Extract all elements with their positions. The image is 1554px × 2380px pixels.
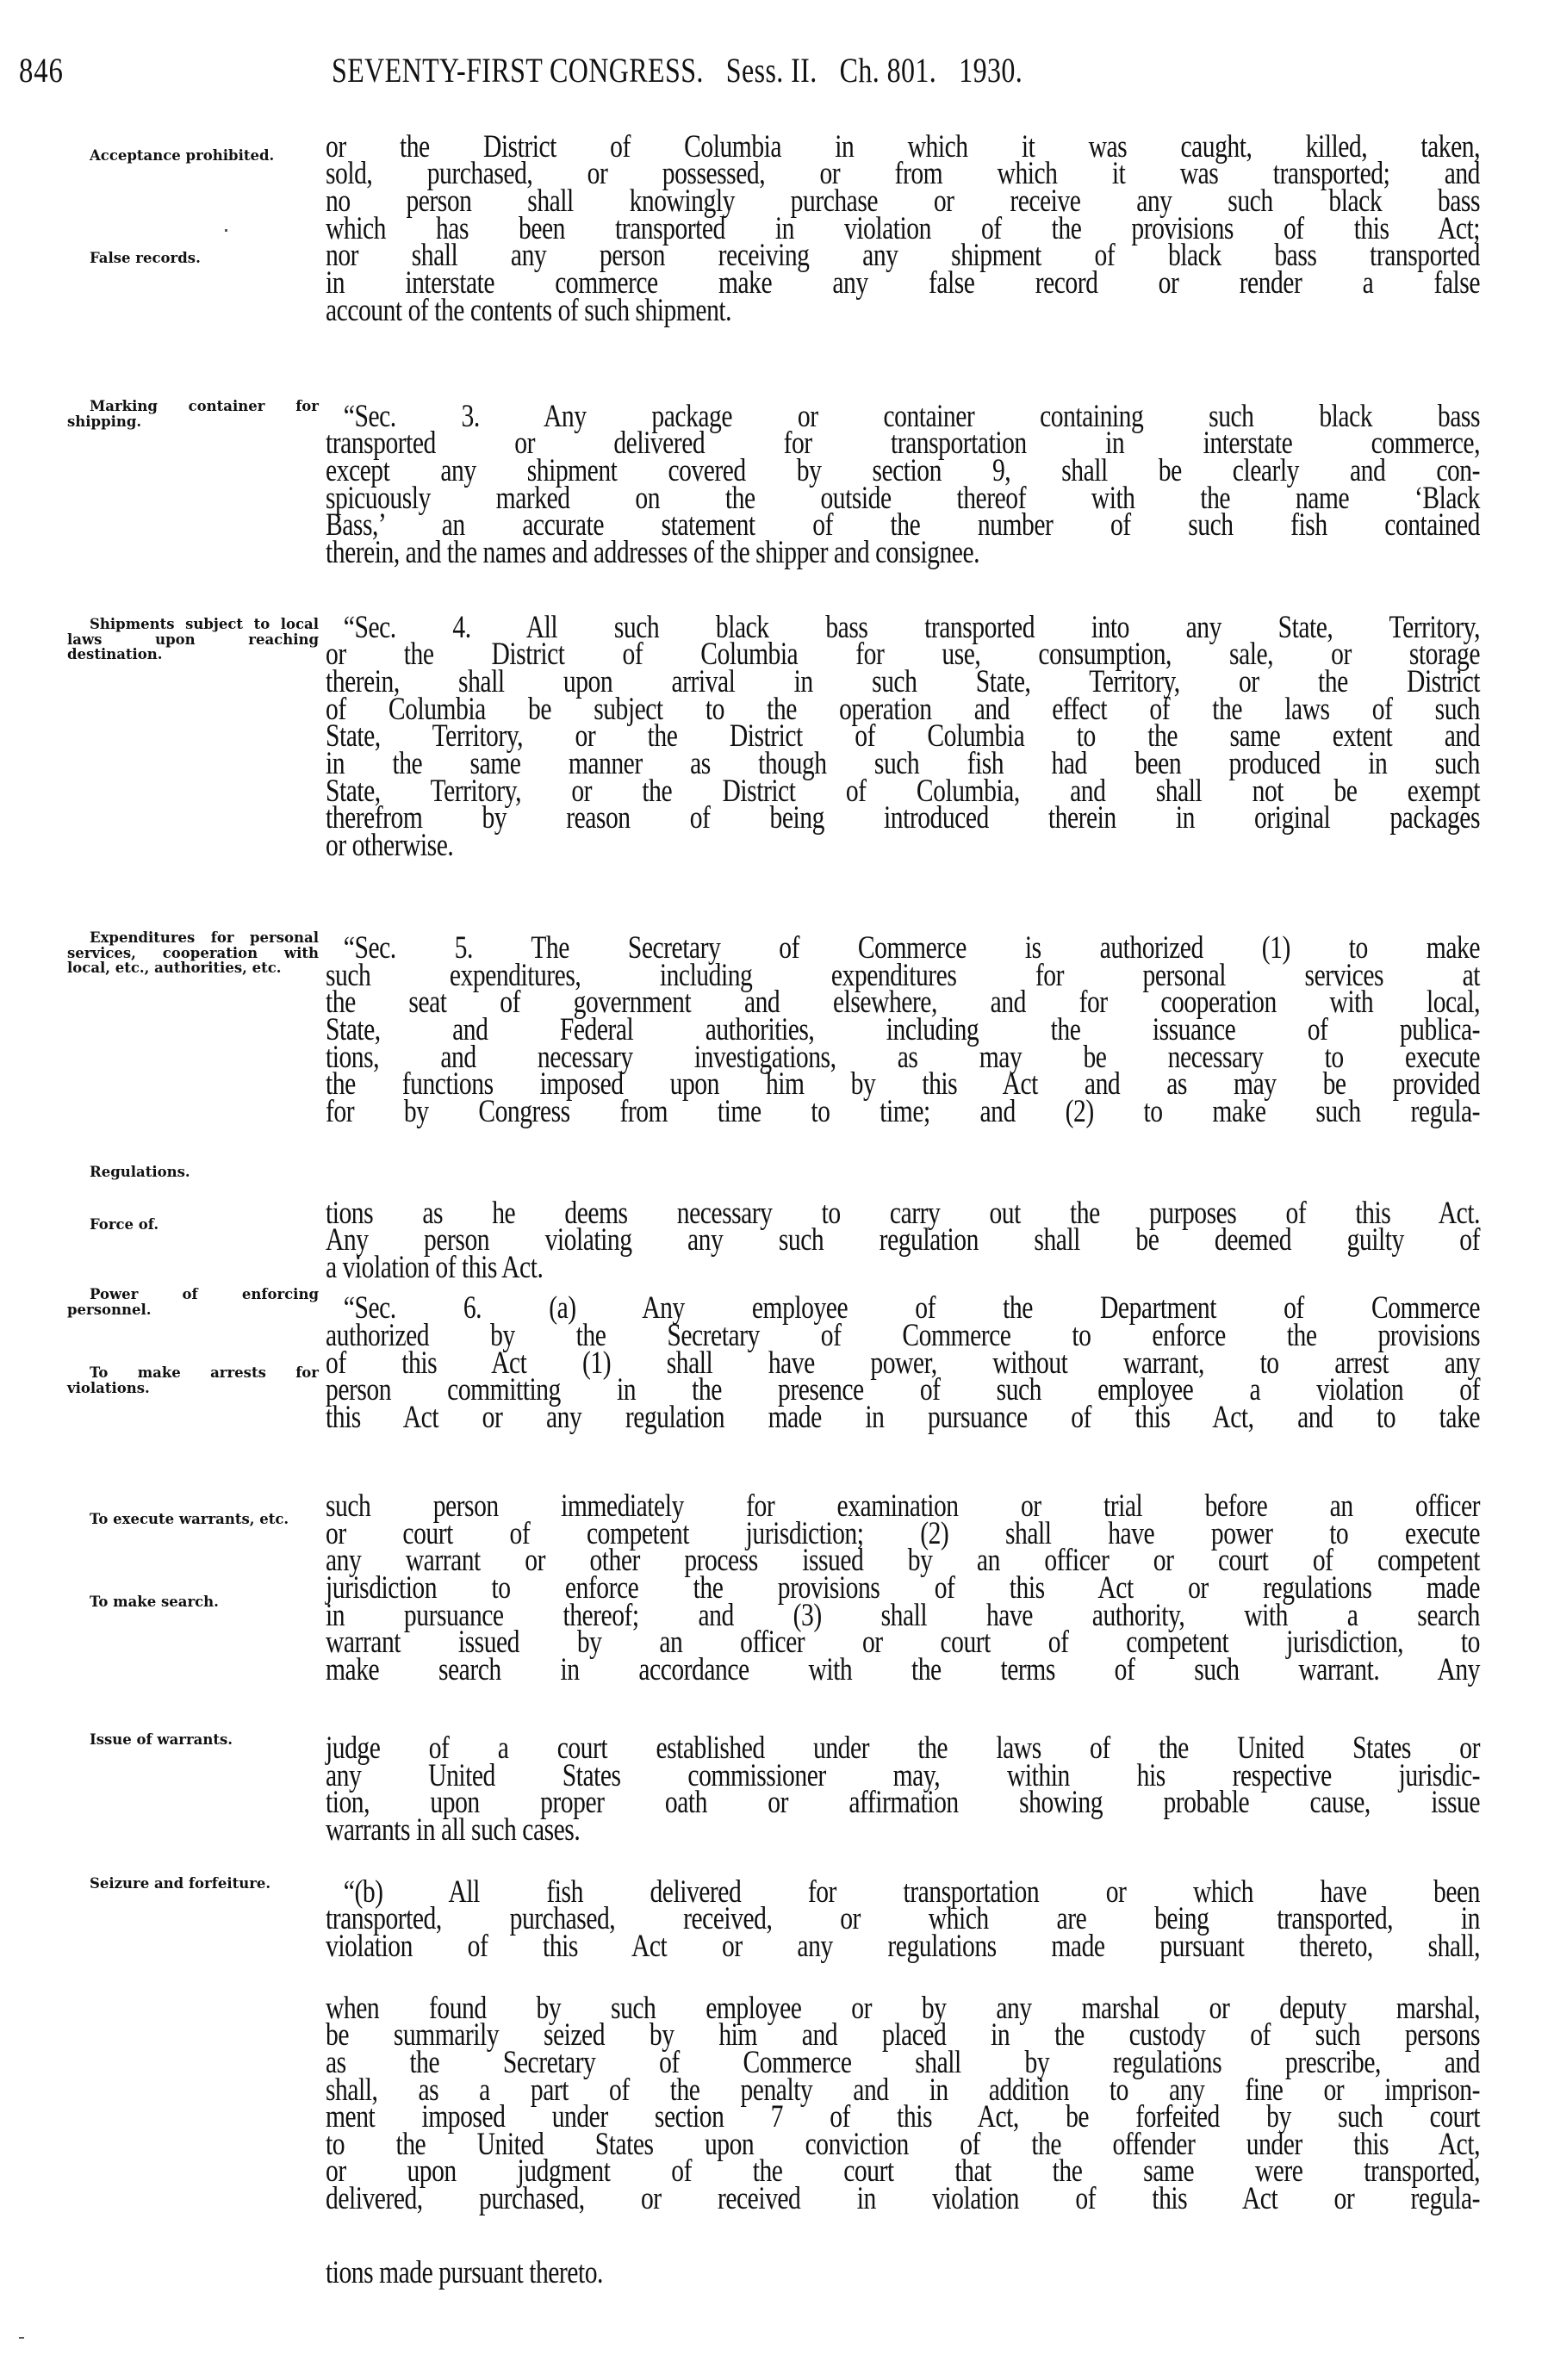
text-line: the functions imposed upon him by this Act and as may be provided <box>326 1066 1480 1102</box>
margin-note: Seizure and forfeiture. <box>90 1875 271 1892</box>
body-text-line <box>326 1400 1480 1435</box>
year: 1930. <box>959 51 1023 90</box>
body-text-line <box>326 535 1480 570</box>
text-line: for by Congress from time to time; and (2) to make such regula- <box>326 1094 1480 1129</box>
scan-speck <box>19 2337 24 2339</box>
text-line: warrant issued by an officer or court of competent jurisdiction, to <box>326 1625 1480 1660</box>
text-line: such person immediately for examination or trial before an officer <box>326 1488 1480 1524</box>
text-line: sold, purchased, or possessed, or from which it was transported; and <box>326 156 1480 191</box>
text-line: judge of a court established under the laws of the United States or <box>326 1731 1480 1766</box>
margin-note: Regulations. <box>90 1164 190 1180</box>
margin-note: Issue of warrants. <box>90 1731 233 1748</box>
body-text-line <box>326 1094 1480 1129</box>
body-text-line <box>326 293 1480 328</box>
margin-note: Acceptance prohibited. <box>90 147 275 164</box>
text-line: this Act or any regulation made in pursuance of this Act, and to take <box>326 1400 1480 1435</box>
body-text-line <box>326 1250 1480 1285</box>
text-line: transported or delivered for transportation in interstate commerce, <box>326 426 1480 461</box>
margin-note: To make arrests for violations. <box>67 1364 319 1396</box>
text-line: therein, shall upon arrival in such State, Territory, or the District <box>326 664 1480 699</box>
text-line: person committing in the presence of such employee a violation of <box>326 1372 1480 1407</box>
text-line: Bass,’ an accurate statement of the number of such fish contained <box>326 507 1480 543</box>
text-line: tions, and necessary investigations, as may be necessary to execute <box>326 1040 1480 1075</box>
text-line: which has been transported in violation of the provisions of this Act; <box>326 211 1480 246</box>
text-line: except any shipment covered by section 9, shall be clearly and con- <box>326 453 1480 488</box>
text-line: as the Secretary of Commerce shall by regulations prescribe, and <box>326 2045 1480 2080</box>
text-line: or the District of Columbia in which it was caught, killed, taken, <box>326 129 1480 165</box>
running-header <box>0 50 1554 93</box>
margin-note: False records. <box>90 250 201 266</box>
text-line: therefrom by reason of being introduced therein in original packages <box>326 800 1480 836</box>
margin-note: Shipments subject to local laws upon reaching destination. <box>67 616 319 662</box>
text-line: when found by such employee or by any marshal or deputy marshal, <box>326 1991 1480 2026</box>
session-label: Sess. <box>725 51 784 90</box>
text-line: tions as he deems necessary to carry out the purposes of this Act. <box>326 1196 1480 1231</box>
text-line: of this Act (1) shall have power, without warrant, to arrest any <box>326 1345 1480 1381</box>
text-line: violation of this Act or any regulations made pursuant thereto, shall, <box>326 1929 1480 1964</box>
text-line: tion, upon proper oath or affirmation showing probable cause, issue <box>326 1785 1480 1820</box>
text-line: authorized by the Secretary of Commerce to enforce the provisions <box>326 1318 1480 1353</box>
congress-title: SEVENTY-FIRST CONGRESS. <box>332 51 704 90</box>
text-line: or otherwise. <box>326 828 454 863</box>
text-line: State, Territory, or the District of Columbia to the same extent and <box>326 718 1480 754</box>
text-line: in interstate commerce make any false record or render a false <box>326 265 1480 301</box>
body-text-line <box>326 1812 1480 1848</box>
margin-note: Force of. <box>90 1216 159 1233</box>
text-line: or upon judgment of the court that the same were transported, <box>326 2153 1480 2189</box>
text-line: or court of competent jurisdiction; (2) shall have power to execute <box>326 1516 1480 1551</box>
text-line: therein, and the names and addresses of the shipper and consignee. <box>326 535 980 570</box>
page-number: 846 <box>19 51 64 90</box>
text-line: State, and Federal authorities, including the issuance of publica- <box>326 1012 1480 1047</box>
body-text-line <box>326 828 1480 863</box>
text-line: shall, as a part of the penalty and in addition to any fine or imprison- <box>326 2072 1480 2108</box>
body-text-line <box>326 2181 1480 2216</box>
body-text-line <box>326 1929 1480 1964</box>
text-line: to the United States upon conviction of the offender under this Act, <box>326 2127 1480 2162</box>
scan-speck <box>225 229 227 232</box>
text-line: “(b) All fish delivered for transportation or which have been <box>343 1874 1480 1910</box>
section-heading-line: “Sec. 4. All such black bass transported into any State, Territory, <box>343 610 1480 645</box>
text-line: any warrant or other process issued by an officer or court of competent <box>326 1543 1480 1578</box>
text-line: a violation of this Act. <box>326 1250 544 1285</box>
chapter-label: Ch. <box>839 51 880 90</box>
text-line: any United States commissioner may, within his respective jurisdic- <box>326 1758 1480 1793</box>
text-line: State, Territory, or the District of Columbia, and shall not be exempt <box>326 774 1480 809</box>
text-line: be summarily seized by him and placed in the custody of such persons <box>326 2017 1480 2053</box>
text-line: in pursuance thereof; and (3) shall have authority, with a search <box>326 1598 1480 1633</box>
margin-note: Power of enforcing personnel. <box>67 1286 319 1318</box>
text-line: such expenditures, including expenditures for personal services at <box>326 958 1480 993</box>
chapter-number: 801. <box>886 51 937 90</box>
running-head-title <box>332 50 1023 90</box>
margin-note: To execute warrants, etc. <box>90 1511 289 1527</box>
body-text-line <box>326 2255 1480 2290</box>
text-line: of Columbia be subject to the operation and effect of the laws of such <box>326 692 1480 727</box>
text-line: transported, purchased, received, or which are being transported, in <box>326 1901 1480 1936</box>
text-line: or the District of Columbia for use, consumption, sale, or storage <box>326 637 1480 672</box>
text-line: jurisdiction to enforce the provisions of this Act or regulations made <box>326 1570 1480 1606</box>
body-text-line <box>326 800 1480 836</box>
section-heading-line: “Sec. 3. Any package or container containing such black bass <box>343 399 1480 434</box>
text-line: nor shall any person receiving any shipment of black bass transported <box>326 238 1480 273</box>
text-line: ment imposed under section 7 of this Act, be forfeited by such court <box>326 2099 1480 2135</box>
session-number: II. <box>791 51 817 90</box>
margin-note: Marking container for shipping. <box>67 398 319 430</box>
text-line: in the same manner as though such fish had been produced in such <box>326 746 1480 781</box>
margin-note: Expenditures for personal services, cooperation with local, etc., authorities, etc. <box>67 929 319 976</box>
section-heading-line: “Sec. 6. (a) Any employee of the Department of Commerce <box>343 1290 1480 1326</box>
text-line: warrants in all such cases. <box>326 1812 581 1848</box>
section-heading-line: “Sec. 5. The Secretary of Commerce is authorized (1) to make <box>343 930 1480 966</box>
text-line: delivered, purchased, or received in violation of this Act or regula- <box>326 2181 1480 2216</box>
text-line: tions made pursuant thereto. <box>326 2255 603 2290</box>
text-line: no person shall knowingly purchase or receive any such black bass <box>326 183 1480 219</box>
text-line: account of the contents of such shipment. <box>326 293 732 328</box>
body-text-line <box>326 1652 1480 1687</box>
text-line: Any person violating any such regulation shall be deemed guilty of <box>326 1222 1480 1258</box>
text-line: the seat of government and elsewhere, and for cooperation with local, <box>326 985 1480 1020</box>
margin-note: To make search. <box>90 1594 219 1610</box>
text-line: make search in accordance with the terms of such warrant. Any <box>326 1652 1480 1687</box>
text-line: spicuously marked on the outside thereof with the name ‘Black <box>326 481 1480 516</box>
